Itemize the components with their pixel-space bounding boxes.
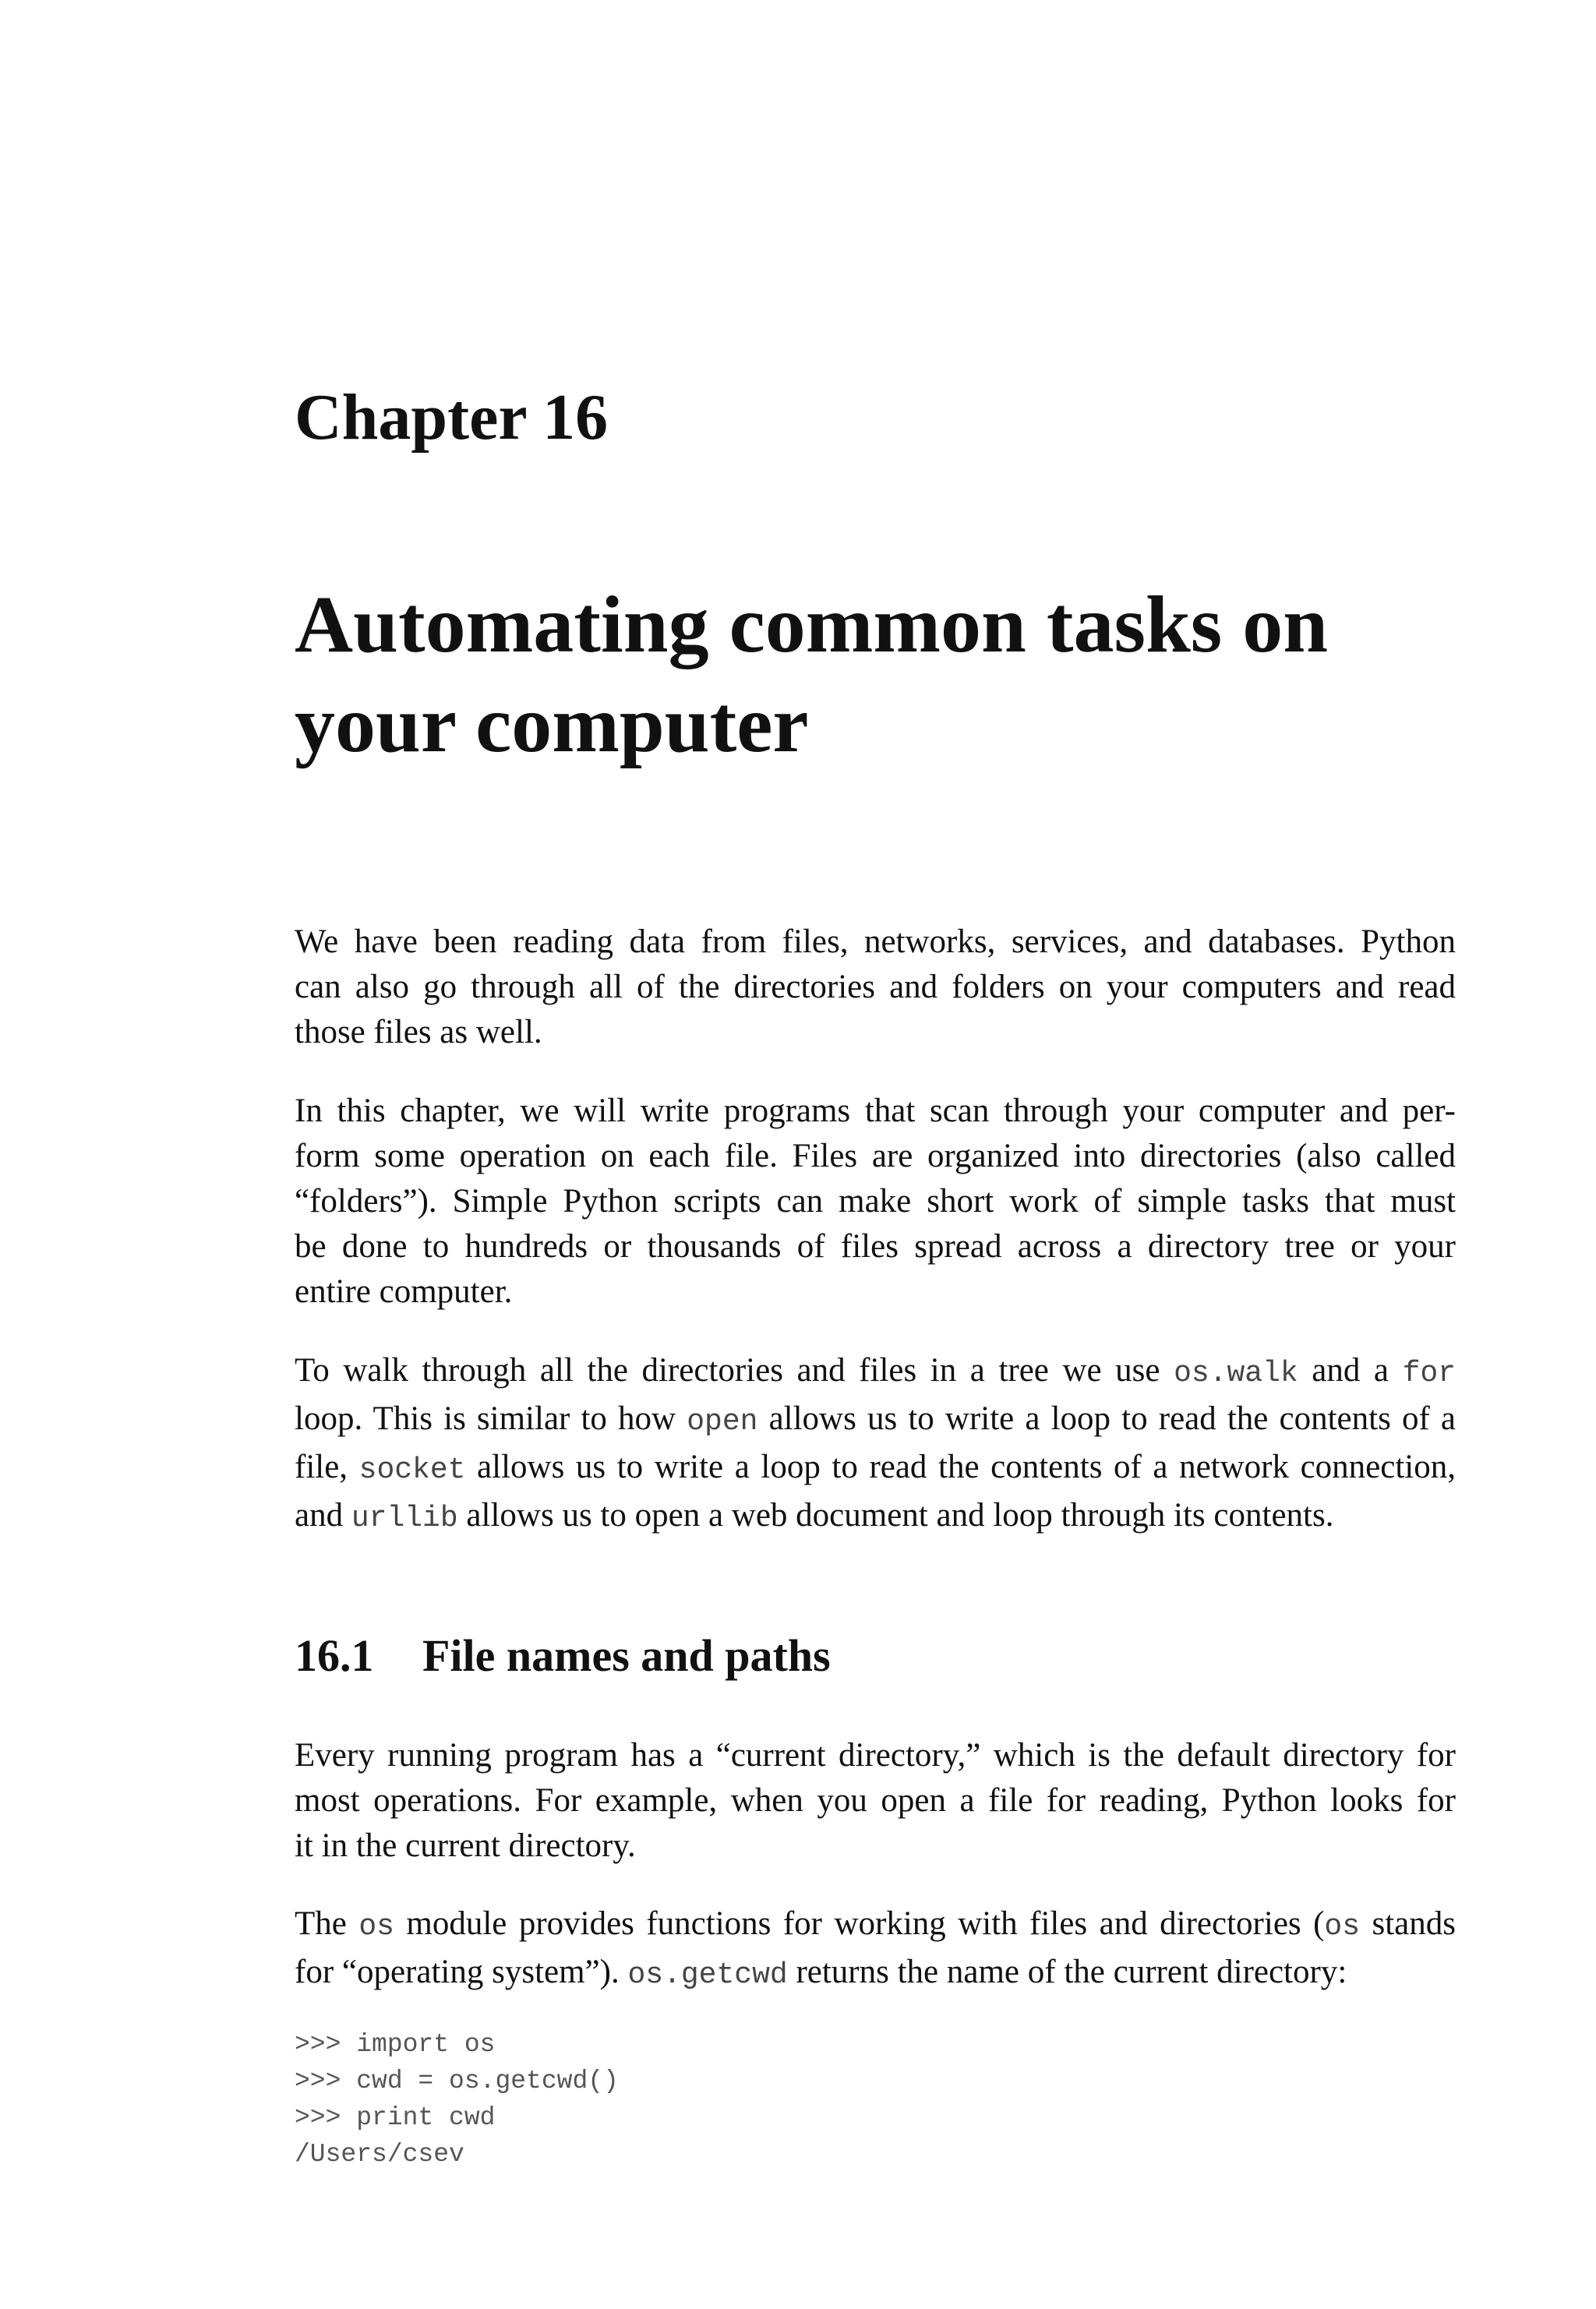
text: allows us to write a loop to read the contents of a: [757, 1400, 1456, 1437]
text: module provides functions for working with files and directories (: [394, 1905, 1325, 1942]
chapter-title-line: your computer: [295, 680, 809, 769]
text-line: [295, 1901, 1456, 1950]
inline-code: os: [1324, 1910, 1361, 1944]
inline-code: socket: [358, 1453, 466, 1487]
inline-code: os.getcwd: [627, 1958, 788, 1992]
text: file,: [295, 1449, 359, 1485]
text-line: most operations. For example, when you open a file for reading, Python looks for: [295, 1782, 1456, 1819]
text-line: [295, 1445, 1456, 1493]
text-line: [295, 1950, 1456, 1998]
section-heading: [295, 1630, 831, 1681]
inline-code: open: [687, 1405, 758, 1439]
text-line: be done to hundreds or thousands of files spread across a directory tree or your: [295, 1228, 1456, 1265]
inline-code: os: [358, 1910, 394, 1944]
text-line: those files as well.: [295, 1014, 542, 1050]
inline-code: for: [1402, 1357, 1457, 1390]
section-number: 16.1: [295, 1630, 374, 1681]
section-paragraph-2: [295, 1901, 1456, 1998]
intro-paragraph-1: [295, 920, 1456, 1055]
text-line: “folders”). Simple Python scripts can make short work of simple tasks that must: [295, 1183, 1456, 1220]
text-line: [295, 1348, 1456, 1396]
text-line: We have been reading data from files, networks, services, and databases. Python: [295, 923, 1456, 960]
code-line: >>> print cwd: [295, 2103, 496, 2132]
text: and: [295, 1497, 351, 1534]
section-paragraph-1: [295, 1733, 1456, 1869]
code-line: >>> cwd = os.getcwd(): [295, 2067, 619, 2095]
text: and a: [1298, 1352, 1403, 1389]
intro-paragraph-2: [295, 1089, 1456, 1315]
text: The: [295, 1905, 359, 1942]
text: returns the name of the current directory:: [787, 1954, 1347, 1990]
text-line: can also go through all of the directories and folders on your computers and read: [295, 969, 1456, 1005]
inline-code: os.walk: [1174, 1357, 1298, 1390]
code-line: /Users/csev: [295, 2140, 464, 2169]
text-line: In this chapter, we will write programs that scan through your computer and per-: [295, 1093, 1456, 1129]
text-line: Every running program has a “current directory,” which is the default directory for: [295, 1737, 1456, 1774]
code-line: >>> import os: [295, 2030, 496, 2059]
text: To walk through all the directories and files in a tree we use: [295, 1352, 1174, 1389]
text-line: it in the current directory.: [295, 1827, 636, 1864]
code-block: [295, 2026, 619, 2173]
text: stands: [1360, 1905, 1456, 1942]
text-line: entire computer.: [295, 1273, 513, 1310]
chapter-label: Chapter 16: [295, 381, 609, 454]
text-line: [295, 1493, 1456, 1541]
intro-paragraph-3: [295, 1348, 1456, 1541]
text: for “operating system”).: [295, 1954, 628, 1990]
section-title: File names and paths: [422, 1630, 831, 1681]
text: allows us to write a loop to read the contents of a network connection,: [465, 1449, 1456, 1485]
text-line: form some operation on each file. Files are organized into directories (also called: [295, 1138, 1456, 1174]
chapter-title: [295, 575, 1464, 775]
chapter-title-line: Automating common tasks on: [295, 580, 1329, 669]
text: loop. This is similar to how: [295, 1400, 687, 1437]
text-line: [295, 1396, 1456, 1445]
text: allows us to open a web document and loop through its contents.: [457, 1497, 1334, 1534]
inline-code: urllib: [351, 1502, 458, 1535]
